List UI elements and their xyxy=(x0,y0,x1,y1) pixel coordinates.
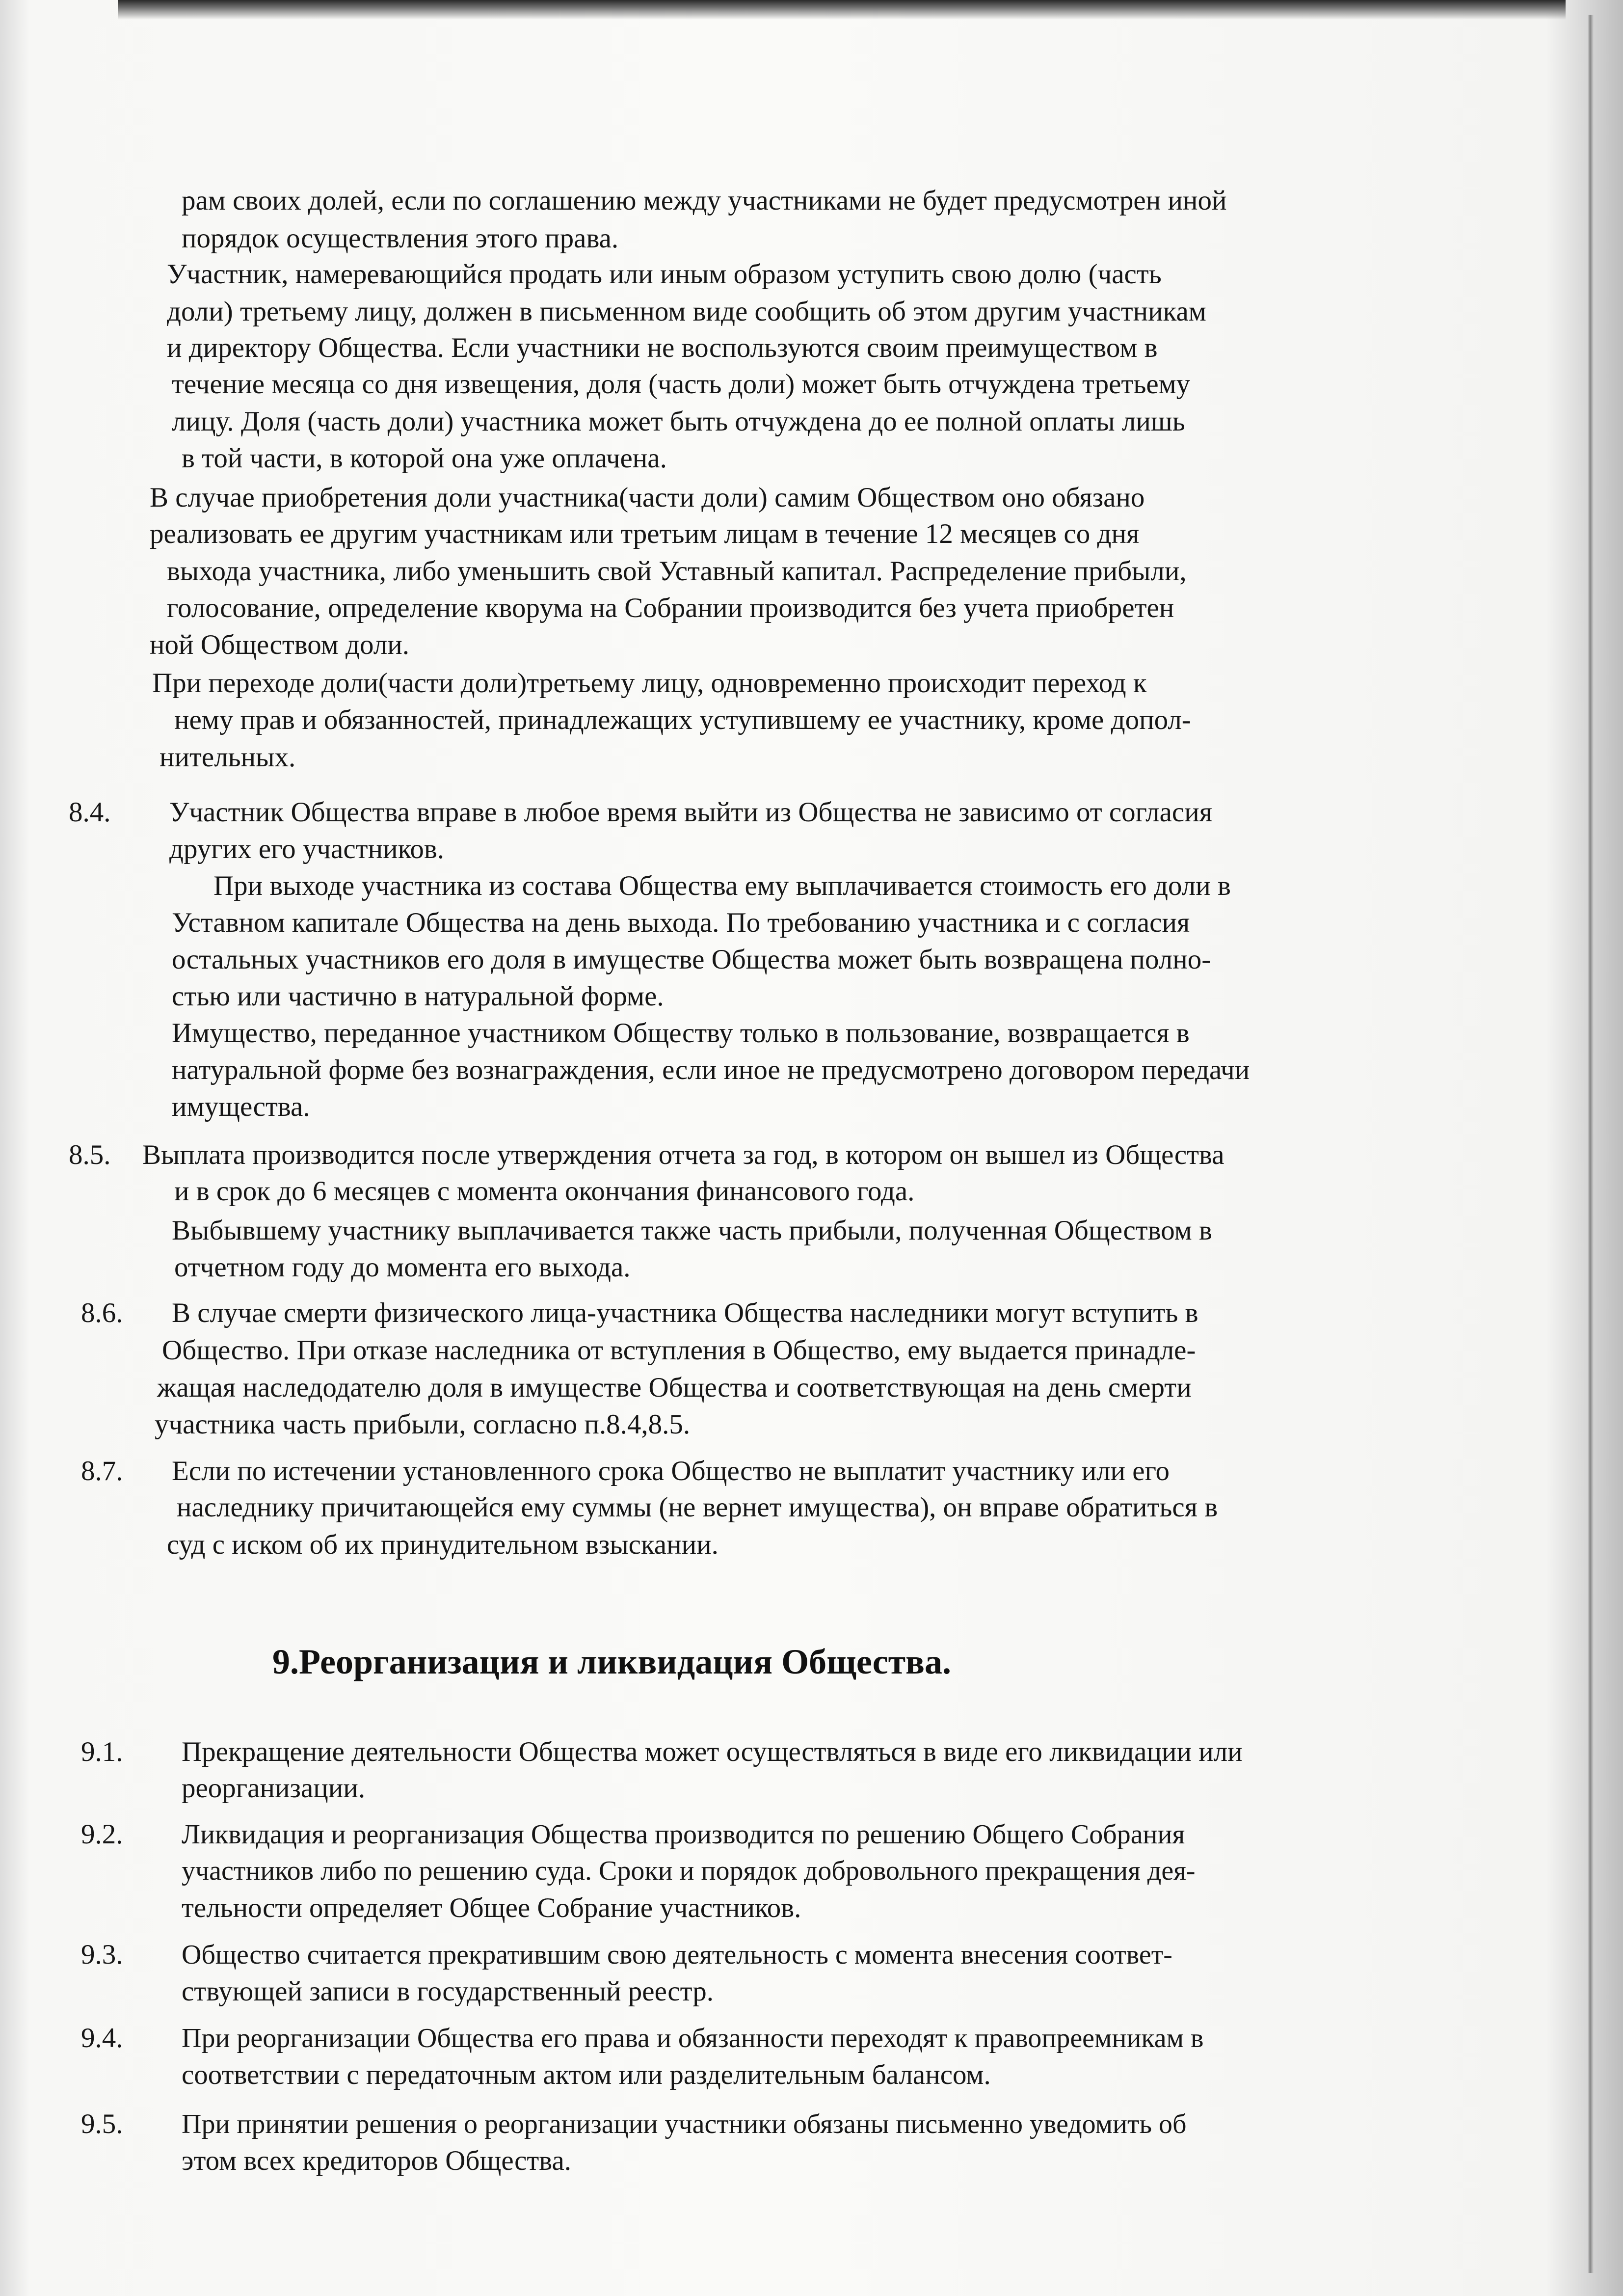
text-line: доли) третьему лицу, должен в письменном виде сообщить об этом другим участникам xyxy=(167,296,1206,327)
text-line: в той части, в которой она уже оплачена. xyxy=(182,443,667,474)
text-line: Участник, намеревающийся продать или иным образом уступить свою долю (часть xyxy=(167,259,1162,290)
text-line: выхода участника, либо уменьшить свой Уставный капитал. Распределение прибыли, xyxy=(167,556,1187,587)
text-line: Уставном капитале Общества на день выхода. По требованию участника и с согласия xyxy=(172,907,1190,938)
text-line: Имущество, переданное участником Обществу только в пользование, возвращается в xyxy=(172,1018,1190,1049)
text-line: Участник Общества вправе в любое время выйти из Общества не зависимо от согласия xyxy=(169,797,1212,828)
text-line: При переходе доли(части доли)третьему лицу, одновременно происходит переход к xyxy=(152,668,1147,699)
text-line: нему прав и обязанностей, принадлежащих уступившему ее участнику, кроме допол- xyxy=(174,704,1191,735)
clause-number: 9.1. xyxy=(81,1736,123,1767)
text-line: наследнику причитающейся ему суммы (не вернет имущества), он вправе обратиться в xyxy=(177,1492,1218,1523)
text-line: ствующей записи в государственный реестр. xyxy=(182,1976,714,2007)
clause-number: 9.2. xyxy=(81,1819,123,1850)
clause-number: 9.3. xyxy=(81,1939,123,1970)
text-line: порядок осуществления этого права. xyxy=(182,223,619,254)
scan-right-edge xyxy=(1588,15,1594,2273)
text-line: Выбывшему участнику выплачивается также часть прибыли, полученная Обществом в xyxy=(172,1215,1212,1246)
text-line: тельности определяет Общее Собрание участников. xyxy=(182,1892,801,1923)
text-line: и директору Общества. Если участники не воспользуются своим преимуществом в xyxy=(167,332,1158,363)
text-line: нительных. xyxy=(160,742,296,773)
text-line: реализовать ее другим участникам или третьим лицам в течение 12 месяцев со дня xyxy=(150,518,1140,549)
text-line: и в срок до 6 месяцев с момента окончания финансового года. xyxy=(174,1176,915,1207)
text-line: отчетном году до момента его выхода. xyxy=(174,1252,631,1283)
text-line: суд с иском об их принудительном взыскании. xyxy=(167,1529,718,1560)
text-line: В случае приобретения доли участника(части доли) самим Обществом оно обязано xyxy=(150,482,1145,513)
clause-number: 9.5. xyxy=(81,2108,123,2139)
text-line: лицу. Доля (часть доли) участника может быть отчуждена до ее полной оплаты лишь xyxy=(172,406,1185,437)
section-heading: 9.Реорганизация и ликвидация Общества. xyxy=(272,1642,951,1681)
text-line: стью или частично в натуральной форме. xyxy=(172,981,664,1012)
text-line: ной Обществом доли. xyxy=(150,629,409,660)
clause-number: 8.5. xyxy=(69,1139,111,1170)
text-line: Прекращение деятельности Общества может осуществляться в виде его ликвидации или xyxy=(182,1736,1243,1767)
text-line: остальных участников его доля в имуществе Общества может быть возвращена полно- xyxy=(172,944,1211,975)
text-line: Выплата производится после утверждения отчета за год, в котором он вышел из Общества xyxy=(142,1139,1224,1170)
text-line: При выходе участника из состава Общества ему выплачивается стоимость его доли в xyxy=(213,870,1231,901)
text-line: Общество. При отказе наследника от вступления в Общество, ему выдается принадле- xyxy=(162,1335,1196,1366)
text-line: натуральной форме без вознаграждения, если иное не предусмотрено договором передачи xyxy=(172,1054,1250,1085)
text-line: В случае смерти физического лица-участника Общества наследники могут вступить в xyxy=(172,1297,1198,1328)
text-line: Если по истечении установленного срока Общество не выплатит участнику или его xyxy=(172,1456,1170,1486)
clause-number: 8.4. xyxy=(69,797,111,828)
clause-number: 8.6. xyxy=(81,1297,123,1328)
text-line: имущества. xyxy=(172,1091,310,1122)
text-line: При принятии решения о реорганизации участники обязаны письменно уведомить об xyxy=(182,2109,1187,2139)
scan-top-shadow xyxy=(118,0,1566,20)
text-line: участников либо по решению суда. Сроки и порядок добровольного прекращения дея- xyxy=(182,1856,1196,1886)
clause-number: 9.4. xyxy=(81,2023,123,2053)
text-line: рам своих долей, если по соглашению между участниками не будет предусмотрен иной xyxy=(182,185,1227,216)
text-line: течение месяца со дня извещения, доля (часть доли) может быть отчуждена третьему xyxy=(172,369,1191,400)
text-line: других его участников. xyxy=(169,834,445,864)
text-line: Ликвидация и реорганизация Общества производится по решению Общего Собрания xyxy=(182,1819,1185,1850)
text-line: соответствии с передаточным актом или разделительным балансом. xyxy=(182,2059,991,2090)
text-line: Общество считается прекратившим свою деятельность с момента внесения соответ- xyxy=(182,1940,1172,1970)
clause-number: 8.7. xyxy=(81,1456,123,1486)
text-line: При реорганизации Общества его права и обязанности переходят к правопреемникам в xyxy=(182,2023,1204,2053)
text-line: голосование, определение кворума на Собрании производится без учета приобретен xyxy=(167,593,1174,623)
text-line: участника часть прибыли, согласно п.8.4,8.5. xyxy=(155,1409,691,1440)
text-line: жащая наследодателю доля в имуществе Общества и соответствующая на день смерти xyxy=(157,1372,1192,1403)
text-line: этом всех кредиторов Общества. xyxy=(182,2145,571,2176)
text-line: реорганизации. xyxy=(182,1773,366,1804)
